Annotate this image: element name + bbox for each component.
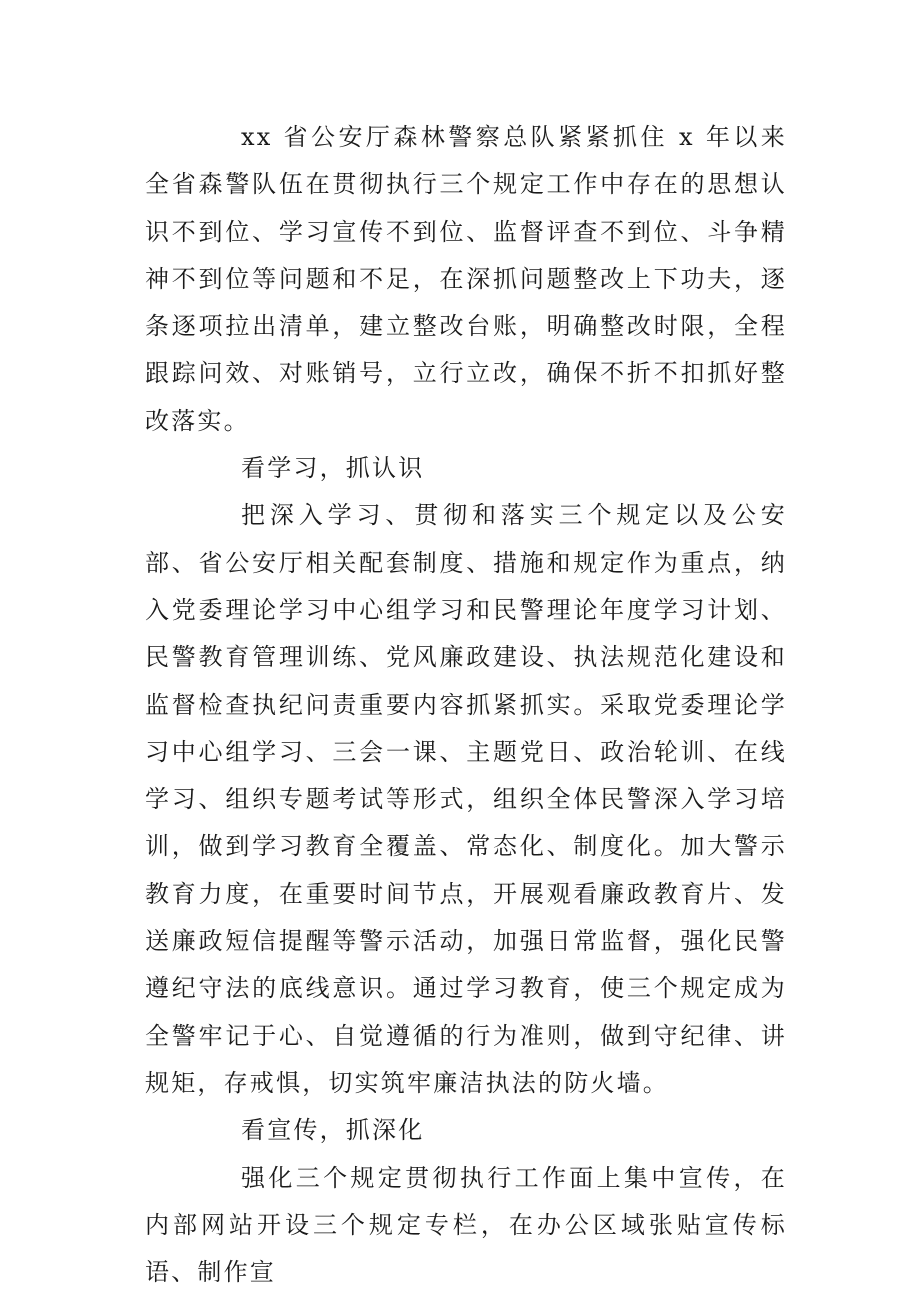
paragraph-study: 把深入学习、贯彻和落实三个规定以及公安部、省公安厅相关配套制度、措施和规定作为重点，纳入党委理论学习中心组学习和民警理论年度学习计划、民警教育管理训练、党风廉政建设、执法规范化建设和监督检查执纪问责重要内容抓紧抓实。采取党委理论学习中心组学习、三会一课、主题党日、政治轮训、在线学习、组织专题考试等形式，组织全体民警深入学习培训，做到学习教育全覆盖、常态化、制度化。加大警示教育力度，在重要时间节点，开展观看廉政教育片、发送廉政短信提醒等警示活动，加强日常监督，强化民警遵纪守法的底线意识。通过学习教育，使三个规定成为全警牢记于心、自觉遵循的行为准则，做到守纪律、讲规矩，存戒惧，切实筑牢廉洁执法的防火墙。 — [145, 501, 787, 1097]
section-heading-publicity: 看宣传，抓深化 — [241, 1116, 425, 1145]
paragraph-intro: xx 省公安厅森林警察总队紧紧抓住 x 年以来全省森警队伍在贯彻执行三个规定工作中存在的思想认识不到位、学习宣传不到位、监督评查不到位、斗争精神不到位等问题和不足，在深抓问题整改上下功夫，逐条逐项拉出清单，建立整改台账，明确整改时限，全程跟踪问效、对账销号，立行立改，确保不折不扣抓好整改落实。 — [145, 123, 787, 435]
section-heading-study: 看学习，抓认识 — [241, 454, 425, 483]
document-body — [145, 114, 787, 1296]
paragraph-publicity: 强化三个规定贯彻执行工作面上集中宣传，在内部网站开设三个规定专栏，在办公区域张贴宣传标语、制作宣 — [145, 1163, 787, 1287]
